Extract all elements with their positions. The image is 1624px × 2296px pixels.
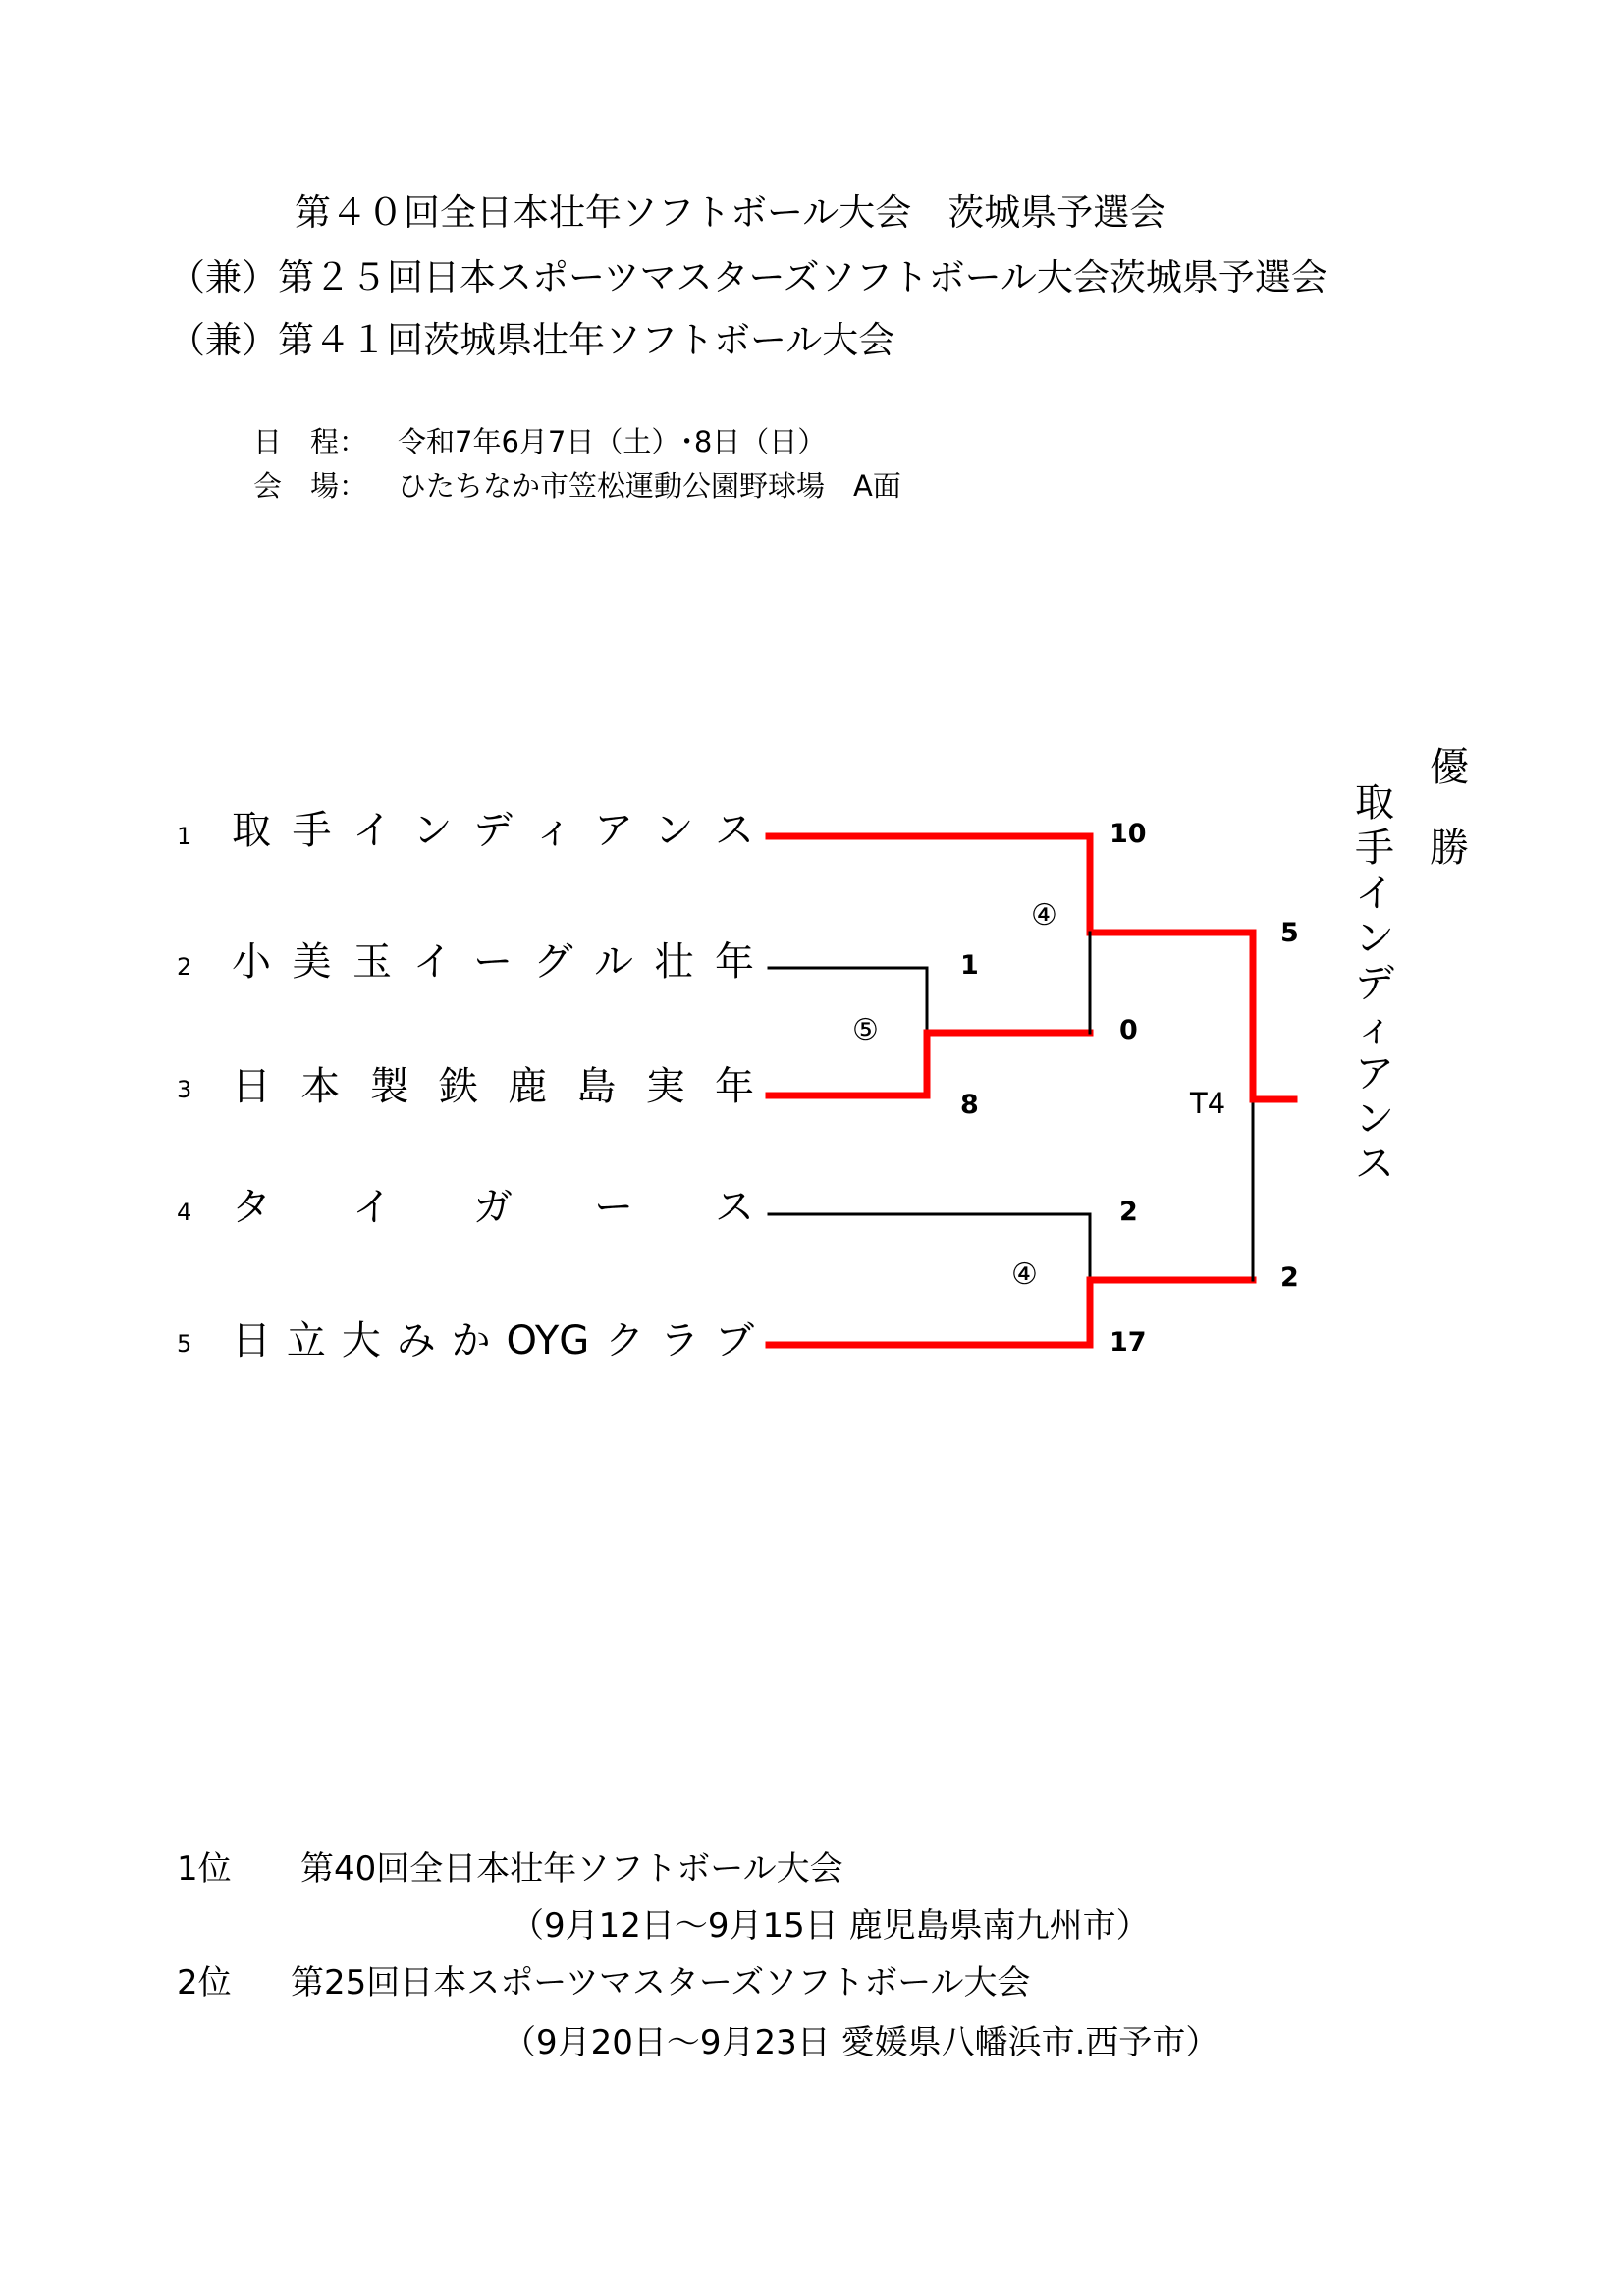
rank1-detail: （9月12日～9月15日 鹿児島県南九州市） — [511, 1906, 1150, 1946]
date-value: 令和7年6月7日（土）･8日（日） — [398, 425, 827, 458]
rank1-event: 第40回全日本壮年ソフトボール大会 — [300, 1849, 843, 1889]
game-label-g5: ⑤ — [852, 1013, 879, 1047]
title-line-1: 第４０回全日本壮年ソフトボール大会 茨城県予選会 — [295, 191, 1166, 234]
score-final-top: 5 — [1280, 918, 1299, 948]
line-team1-win — [769, 836, 1253, 933]
seed-4: 4 — [177, 1199, 192, 1226]
team-name-4: タ イ ガ ー ス — [232, 1185, 754, 1230]
team-name-2: 小 美 玉 イ ー グ ル 壮 年 — [232, 939, 754, 985]
seed-5: 5 — [177, 1330, 192, 1358]
game-label-g4a: ④ — [1031, 898, 1057, 933]
seed-1: 1 — [177, 823, 192, 850]
seed-2: 2 — [177, 953, 192, 981]
score-g4a-top: 10 — [1110, 819, 1147, 849]
title-line-3: （兼）第４１回茨城県壮年ソフトボール大会 — [169, 319, 895, 361]
champion-name: 取 手 イ ン デ ィ ア ン ス — [1355, 780, 1394, 1187]
title-line-2: （兼）第２５回日本スポーツマスターズソフトボール大会茨城県予選会 — [169, 256, 1327, 298]
line-team2 — [769, 968, 927, 1033]
score-g5-top: 1 — [960, 950, 979, 981]
team-name-5: 日 立 大 み か OYG ク ラ ブ — [232, 1318, 754, 1363]
game-label-final: T4 — [1190, 1087, 1226, 1120]
score-g4b-top: 2 — [1119, 1197, 1138, 1227]
line-team4 — [769, 1214, 1090, 1280]
score-g4b-bottom: 17 — [1110, 1327, 1147, 1358]
champion-label: 優 勝 — [1430, 745, 1469, 871]
date-label: 日 程： — [253, 425, 368, 458]
venue-value: ひたちなか市笠松運動公園野球場 A面 — [398, 469, 901, 503]
game-label-g4b: ④ — [1011, 1257, 1038, 1292]
rank2-event: 第25回日本スポーツマスターズソフトボール大会 — [291, 1963, 1031, 2002]
rank2-detail: （9月20日～9月23日 愛媛県八幡浜市.西予市） — [503, 2023, 1219, 2062]
rank2-label: 2位 — [177, 1963, 232, 2002]
line-final-win — [1253, 933, 1294, 1099]
line-team3-win — [769, 1033, 1090, 1095]
team-name-3: 日 本 製 鉄 鹿 島 実 年 — [232, 1064, 754, 1109]
venue-label: 会 場： — [253, 469, 368, 503]
seed-3: 3 — [177, 1076, 192, 1103]
score-final-bottom: 2 — [1280, 1262, 1299, 1293]
team-name-1: 取 手 イ ン デ ィ ア ン ス — [232, 808, 754, 853]
score-g4a-bottom: 0 — [1119, 1015, 1138, 1045]
score-g5-bottom: 8 — [960, 1090, 979, 1120]
rank1-label: 1位 — [177, 1849, 232, 1889]
